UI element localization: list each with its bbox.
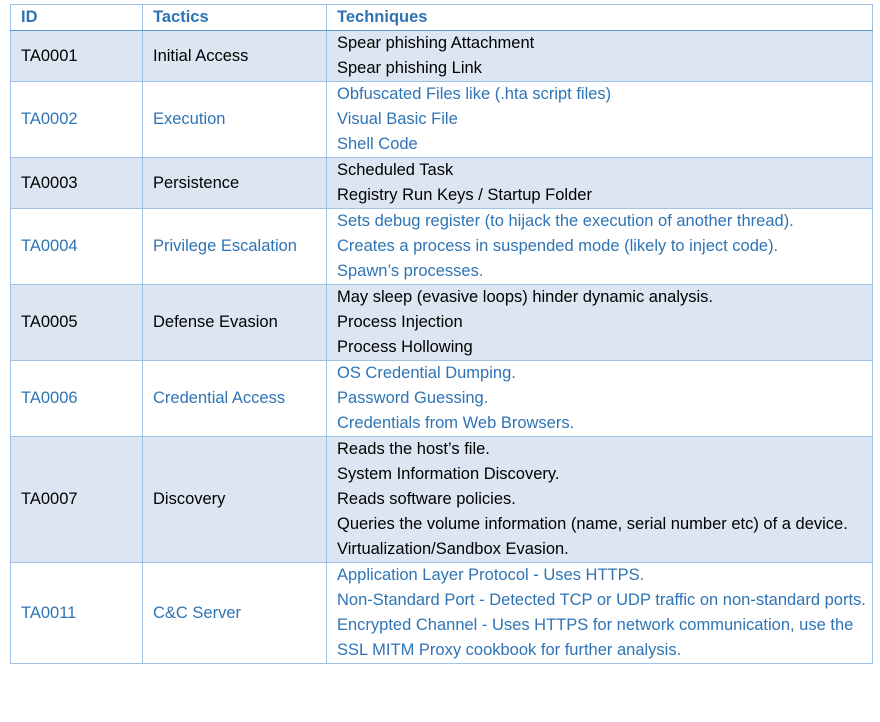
tactic-id: TA0003: [11, 158, 143, 209]
technique-item: Virtualization/Sandbox Evasion.: [337, 540, 569, 558]
technique-list: [327, 82, 873, 158]
technique-item: System Information Discovery.: [337, 465, 560, 483]
technique-item: Reads the host’s file.: [337, 440, 490, 458]
table-row: [11, 361, 873, 437]
table-row: [11, 31, 873, 82]
technique-item: Sets debug register (to hijack the execution of another thread).: [337, 212, 794, 230]
technique-item: Process Hollowing: [337, 338, 473, 356]
technique-item: Non-Standard Port - Detected TCP or UDP traffic on non-standard ports.: [337, 591, 866, 609]
header-id: ID: [11, 5, 143, 31]
technique-item: Process Injection: [337, 313, 463, 331]
header-techniques: Techniques: [327, 5, 873, 31]
tactic-name: Defense Evasion: [143, 285, 327, 361]
tactic-name: Persistence: [143, 158, 327, 209]
technique-item: Registry Run Keys / Startup Folder: [337, 186, 592, 204]
tactic-name: C&C Server: [143, 563, 327, 664]
table-row: [11, 437, 873, 563]
tactic-name: Initial Access: [143, 31, 327, 82]
tactic-id: TA0004: [11, 209, 143, 285]
tactic-name: Credential Access: [143, 361, 327, 437]
tactic-id: TA0002: [11, 82, 143, 158]
technique-list: [327, 31, 873, 82]
header-tactics: Tactics: [143, 5, 327, 31]
header-row: [11, 5, 873, 31]
technique-list: [327, 285, 873, 361]
technique-list: [327, 158, 873, 209]
technique-list: [327, 361, 873, 437]
technique-item: Credentials from Web Browsers.: [337, 414, 575, 432]
technique-item: Queries the volume information (name, serial number etc) of a device.: [337, 515, 848, 533]
technique-item: Visual Basic File: [337, 110, 458, 128]
tactic-name: Privilege Escalation: [143, 209, 327, 285]
technique-item: Creates a process in suspended mode (likely to inject code).: [337, 237, 779, 255]
tactic-id: TA0005: [11, 285, 143, 361]
technique-item: Shell Code: [337, 135, 418, 153]
technique-list: [327, 563, 873, 664]
technique-list: [327, 209, 873, 285]
technique-item: May sleep (evasive loops) hinder dynamic analysis.: [337, 288, 714, 306]
technique-item: Spawn’s processes.: [337, 262, 484, 280]
technique-item: Obfuscated Files like (.hta script files): [337, 85, 612, 103]
technique-item: Scheduled Task: [337, 161, 454, 179]
tactic-id: TA0011: [11, 563, 143, 664]
tactic-id: TA0006: [11, 361, 143, 437]
tactic-id: TA0007: [11, 437, 143, 563]
attack-tactics-table: [10, 4, 873, 664]
tactic-name: Execution: [143, 82, 327, 158]
technique-item: Application Layer Protocol - Uses HTTPS.: [337, 566, 645, 584]
table-row: [11, 285, 873, 361]
technique-list: [327, 437, 873, 563]
technique-item: Password Guessing.: [337, 389, 489, 407]
technique-item: Reads software policies.: [337, 490, 516, 508]
table-row: [11, 82, 873, 158]
technique-item: Spear phishing Link: [337, 59, 482, 77]
table-row: [11, 209, 873, 285]
technique-item: Encrypted Channel - Uses HTTPS for network communication, use the SSL MITM Proxy cookbook for further analysis.: [337, 616, 854, 659]
technique-item: Spear phishing Attachment: [337, 34, 535, 52]
tactic-id: TA0001: [11, 31, 143, 82]
table-row: [11, 563, 873, 664]
technique-item: OS Credential Dumping.: [337, 364, 516, 382]
tactic-name: Discovery: [143, 437, 327, 563]
table-row: [11, 158, 873, 209]
